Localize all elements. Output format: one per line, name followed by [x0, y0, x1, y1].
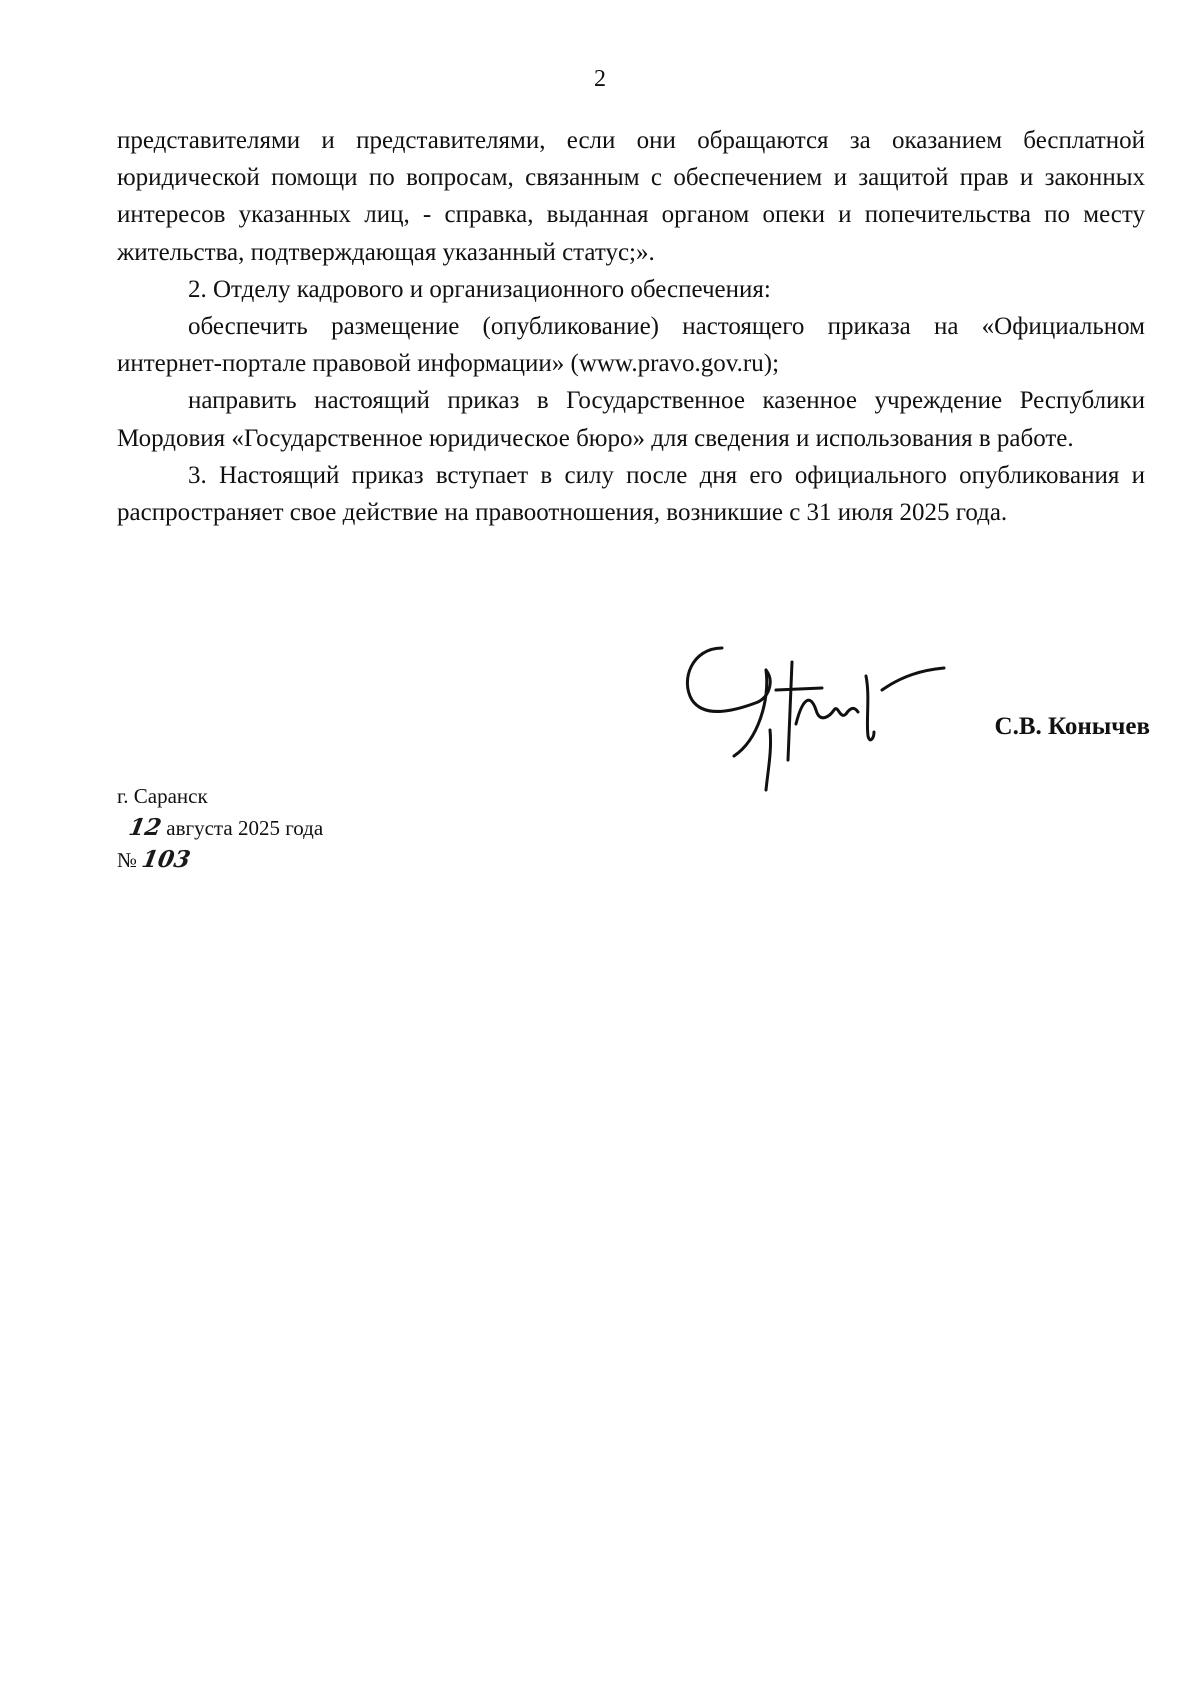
- paragraph-item-2: 2. Отделу кадрового и организационного обеспечения:: [188, 275, 771, 303]
- number-prefix: №: [117, 848, 138, 872]
- number-line: [117, 844, 323, 876]
- signature-stroke-cross: [776, 688, 822, 690]
- page-number: 2: [594, 66, 606, 92]
- signature-stroke-vertical-2: [788, 662, 792, 760]
- paragraph-item-3: 3. Настоящий приказ вступает в силу после дня его официального опубликования и распространяет свое действие на правоотношения, возникшие с 31 июля 2025 года.: [117, 461, 1145, 527]
- signer-name: С.В. Конычев: [994, 713, 1150, 740]
- date-line: [117, 812, 323, 844]
- signature-stroke-descender: [734, 670, 767, 756]
- signature-stroke-hook: [866, 676, 874, 740]
- date-rest: августа 2025 года: [166, 816, 324, 840]
- signature-stroke-vertical-1: [766, 730, 771, 790]
- paragraph-item-2-send: направить настоящий приказ в Государственное казенное учреждение Республики Мордовия «Государственное юридическое бюро» для сведения и использования в работе.: [117, 387, 1145, 452]
- date-day-handwritten: 12: [126, 814, 164, 841]
- document-body: [117, 122, 1145, 531]
- paragraph-continuation: представителями и представителями, если они обращаются за оказанием бесплатной юридической помощи по вопросам, связанным с обеспечением и защитой прав и законных интересов указанных лиц, - справка, выданная органом опеки и попечительства по месту жительства, подтверждающая указанный статус;».: [117, 127, 1145, 266]
- handwritten-signature: [670, 640, 960, 810]
- signature-stroke-letters: [796, 700, 858, 724]
- document-meta: [117, 780, 323, 876]
- signature-stroke-tail: [882, 668, 944, 690]
- city-line: г. Саранск: [117, 784, 208, 808]
- paragraph-item-2-publish: обеспечить размещение (опубликование) настоящего приказа на «Официальном интернет-портале правовой информации» (www.pravo.gov.ru);: [117, 313, 1145, 378]
- number-handwritten: 103: [140, 846, 193, 873]
- signature-stroke-loop: [687, 648, 770, 712]
